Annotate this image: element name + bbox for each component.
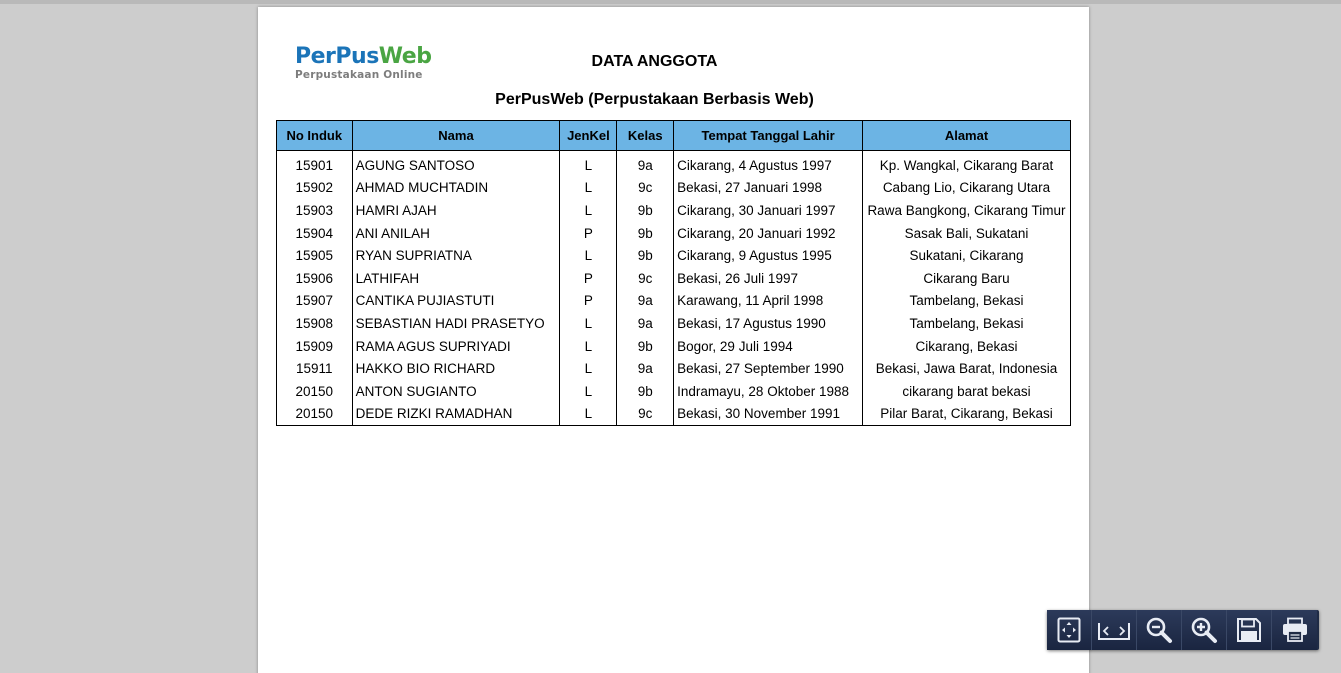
cell-no-induk: 15906 [277,267,353,290]
cell-jenkel: L [560,177,617,200]
table-row [277,244,1071,267]
cell-no-induk: 20150 [277,380,353,403]
cell-nama: AHMAD MUCHTADIN [352,177,560,200]
table-row [277,222,1071,245]
column-header-tempat-tanggal-lahir: Tempat Tanggal Lahir [674,121,863,151]
cell-tempat-tanggal-lahir: Bogor, 29 Juli 1994 [674,335,863,358]
cell-no-induk: 20150 [277,403,353,426]
table-row [277,177,1071,200]
cell-jenkel: L [560,380,617,403]
cell-alamat: Kp. Wangkal, Cikarang Barat [863,151,1071,177]
table-body [277,151,1071,426]
cell-no-induk: 15911 [277,357,353,380]
fit-width-button[interactable] [1092,610,1137,650]
cell-nama: CANTIKA PUJIASTUTI [352,290,560,313]
cell-tempat-tanggal-lahir: Bekasi, 30 November 1991 [674,403,863,426]
cell-alamat: Bekasi, Jawa Barat, Indonesia [863,357,1071,380]
cell-tempat-tanggal-lahir: Cikarang, 9 Agustus 1995 [674,244,863,267]
cell-alamat: Sukatani, Cikarang [863,244,1071,267]
column-header-nama: Nama [352,121,560,151]
cell-nama: AGUNG SANTOSO [352,151,560,177]
print-button[interactable] [1272,610,1317,650]
table-row [277,151,1071,177]
table-header-row [277,121,1071,151]
document-page [258,7,1089,673]
cell-no-induk: 15905 [277,244,353,267]
cell-jenkel: P [560,267,617,290]
cell-no-induk: 15907 [277,290,353,313]
cell-alamat: Tambelang, Bekasi [863,312,1071,335]
cell-kelas: 9b [617,222,674,245]
cell-kelas: 9b [617,335,674,358]
cell-alamat: Cikarang, Bekasi [863,335,1071,358]
cell-alamat: Pilar Barat, Cikarang, Bekasi [863,403,1071,426]
cell-jenkel: L [560,312,617,335]
table-row [277,199,1071,222]
cell-tempat-tanggal-lahir: Bekasi, 26 Juli 1997 [674,267,863,290]
document-subtitle: PerPusWeb (Perpustakaan Berbasis Web) [495,91,814,108]
cell-jenkel: L [560,244,617,267]
fit-page-button[interactable] [1047,610,1092,650]
table-row [277,312,1071,335]
table-row [277,267,1071,290]
cell-no-induk: 15903 [277,199,353,222]
cell-kelas: 9b [617,244,674,267]
cell-tempat-tanggal-lahir: Indramayu, 28 Oktober 1988 [674,380,863,403]
cell-nama: HAKKO BIO RICHARD [352,357,560,380]
cell-jenkel: L [560,151,617,177]
cell-nama: ANTON SUGIANTO [352,380,560,403]
logo-part-per: Per [295,44,336,69]
table-row [277,380,1071,403]
viewer-top-edge [0,0,1341,4]
viewer-toolbar [1047,610,1319,650]
cell-tempat-tanggal-lahir: Cikarang, 4 Agustus 1997 [674,151,863,177]
cell-jenkel: P [560,222,617,245]
zoom-in-button[interactable] [1182,610,1227,650]
cell-nama: RYAN SUPRIATNA [352,244,560,267]
cell-tempat-tanggal-lahir: Bekasi, 27 September 1990 [674,357,863,380]
cell-nama: HAMRI AJAH [352,199,560,222]
cell-tempat-tanggal-lahir: Karawang, 11 April 1998 [674,290,863,313]
table-row [277,403,1071,426]
table-row [277,357,1071,380]
cell-kelas: 9b [617,380,674,403]
cell-tempat-tanggal-lahir: Bekasi, 27 Januari 1998 [674,177,863,200]
zoom-out-button[interactable] [1137,610,1182,650]
document-title: DATA ANGGOTA [591,53,718,70]
cell-alamat: Sasak Bali, Sukatani [863,222,1071,245]
cell-nama: RAMA AGUS SUPRIYADI [352,335,560,358]
column-header-jenkel: JenKel [560,121,617,151]
cell-alamat: Cabang Lio, Cikarang Utara [863,177,1071,200]
cell-no-induk: 15908 [277,312,353,335]
cell-tempat-tanggal-lahir: Cikarang, 30 Januari 1997 [674,199,863,222]
column-header-no-induk: No Induk [277,121,353,151]
table-row [277,335,1071,358]
cell-jenkel: L [560,403,617,426]
cell-nama: LATHIFAH [352,267,560,290]
cell-kelas: 9b [617,199,674,222]
cell-tempat-tanggal-lahir: Cikarang, 20 Januari 1992 [674,222,863,245]
print-icon [1281,617,1309,643]
members-table [276,120,1071,426]
cell-no-induk: 15909 [277,335,353,358]
cell-kelas: 9c [617,403,674,426]
cell-nama: ANI ANILAH [352,222,560,245]
cell-alamat: Cikarang Baru [863,267,1071,290]
cell-kelas: 9c [617,267,674,290]
save-icon [1236,617,1262,643]
cell-jenkel: L [560,357,617,380]
cell-kelas: 9a [617,151,674,177]
fit-width-icon [1097,619,1131,641]
fit-page-icon [1057,617,1081,643]
cell-tempat-tanggal-lahir: Bekasi, 17 Agustus 1990 [674,312,863,335]
zoom-out-icon [1145,616,1173,644]
zoom-in-icon [1190,616,1218,644]
cell-no-induk: 15902 [277,177,353,200]
cell-no-induk: 15904 [277,222,353,245]
cell-alamat: Rawa Bangkong, Cikarang Timur [863,199,1071,222]
logo-part-web: Web [378,44,432,69]
cell-kelas: 9c [617,177,674,200]
logo-part-pus: Pus [335,44,379,69]
cell-nama: SEBASTIAN HADI PRASETYO [352,312,560,335]
cell-alamat: cikarang barat bekasi [863,380,1071,403]
cell-kelas: 9a [617,290,674,313]
cell-nama: DEDE RIZKI RAMADHAN [352,403,560,426]
save-button[interactable] [1227,610,1272,650]
cell-kelas: 9a [617,357,674,380]
cell-jenkel: P [560,290,617,313]
cell-no-induk: 15901 [277,151,353,177]
cell-kelas: 9a [617,312,674,335]
table-row [277,290,1071,313]
cell-jenkel: L [560,199,617,222]
logo-tagline: Perpustakaan Online [295,69,423,81]
column-header-alamat: Alamat [863,121,1071,151]
column-header-kelas: Kelas [617,121,674,151]
cell-jenkel: L [560,335,617,358]
cell-alamat: Tambelang, Bekasi [863,290,1071,313]
